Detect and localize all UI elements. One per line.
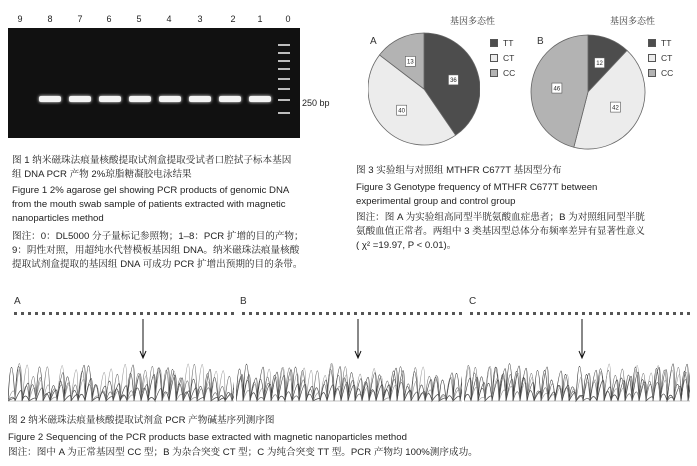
gel-lane-labels <box>0 0 300 28</box>
base-call-mark <box>284 312 287 315</box>
base-call-mark <box>582 312 585 315</box>
base-call-mark <box>305 312 308 315</box>
base-call-mark <box>175 312 178 315</box>
note-line: 9：阴性对照，用超纯水代替模板基因组 DNA。纳米磁珠法痕量核酸 <box>12 245 300 256</box>
legend-item-tt <box>648 37 690 48</box>
base-call-mark <box>77 312 80 315</box>
figure-1-caption-en <box>12 184 289 226</box>
note-line: 图注：图 A 为实验组高同型半胱氨酸血症患者；B 为对照组同型半胱 <box>356 212 645 223</box>
legend-item-cc <box>648 67 690 78</box>
base-call-mark <box>291 312 294 315</box>
base-call-mark <box>333 312 336 315</box>
ladder-band <box>278 112 290 114</box>
base-call-mark <box>242 312 245 315</box>
seq-panel-letter-c: C <box>469 296 477 307</box>
base-call-mark <box>161 312 164 315</box>
mutation-arrow-icon <box>355 319 361 358</box>
base-call-mark <box>589 312 592 315</box>
ladder-band <box>278 68 290 70</box>
pie-value-label: 46 <box>553 86 561 93</box>
base-call-mark <box>312 312 315 315</box>
legend-swatch <box>648 54 656 62</box>
base-call-mark <box>63 312 66 315</box>
caption-line: 图 1 纳米磁珠法痕量核酸提取试剂盒提取受试者口腔拭子标本基因 <box>12 155 292 166</box>
base-call-mark <box>547 312 550 315</box>
caption-line: experimental group and control group <box>356 196 516 207</box>
caption-line: Figure 3 Genotype frequency of MTHFR C677T between <box>356 182 598 193</box>
base-call-mark <box>105 312 108 315</box>
pie-value-label: 40 <box>398 108 405 115</box>
base-call-mark <box>203 312 206 315</box>
lane-label-2: 2 <box>230 14 236 24</box>
base-call-mark <box>298 312 301 315</box>
pie-value-label: 13 <box>407 59 414 66</box>
base-call-mark <box>49 312 52 315</box>
base-call-mark <box>14 312 17 315</box>
ladder-band <box>278 99 290 101</box>
pie-value-label: 42 <box>612 105 619 112</box>
mutation-arrow-icon <box>579 319 585 358</box>
base-call-mark <box>477 312 480 315</box>
legend-swatch <box>648 39 656 47</box>
legend-label: CC <box>503 67 516 78</box>
note-line: 图注：0：DL5000 分子量标记参照物；1–8：PCR 扩增的目的产物； <box>12 231 304 242</box>
pie-legend-b <box>610 14 690 78</box>
base-call-mark <box>147 312 150 315</box>
note-line: ( χ² =19.97, P < 0.01)。 <box>356 240 457 251</box>
base-call-mark <box>645 312 648 315</box>
chromatogram-c <box>464 305 690 409</box>
legend-label: CC <box>661 67 674 78</box>
agarose-gel-image <box>8 28 300 138</box>
base-call-mark <box>631 312 634 315</box>
gel-band-lane-1 <box>249 96 271 102</box>
base-call-mark <box>687 312 690 315</box>
base-call-mark <box>505 312 508 315</box>
base-call-mark <box>326 312 329 315</box>
base-call-mark <box>168 312 171 315</box>
legend-title: 基因多态性 <box>450 16 496 26</box>
caption-line: from the mouth swab sample of patients extracted with magnetic <box>12 199 286 210</box>
pie-value-label: 12 <box>596 61 603 68</box>
base-call-mark <box>554 312 557 315</box>
base-call-mark <box>361 312 364 315</box>
base-call-mark <box>256 312 259 315</box>
base-call-mark <box>445 312 448 315</box>
ladder-band <box>278 44 290 46</box>
lane-label-4: 4 <box>166 14 172 24</box>
base-call-mark <box>498 312 501 315</box>
legend-label: TT <box>503 37 514 48</box>
base-call-mark <box>431 312 434 315</box>
figure-1-note <box>12 230 304 272</box>
base-call-mark <box>403 312 406 315</box>
legend-item-cc <box>490 67 520 78</box>
base-call-mark <box>575 312 578 315</box>
base-call-mark <box>459 312 462 315</box>
base-call-mark <box>119 312 122 315</box>
pie-panel-letter-b: B <box>537 36 544 47</box>
caption-line: Figure 1 2% agarose gel showing PCR products of genomic DNA <box>12 185 290 196</box>
base-call-mark <box>224 312 227 315</box>
legend-item-ct <box>648 52 690 63</box>
lane-label-0: 0 <box>285 14 291 24</box>
base-call-mark <box>470 312 473 315</box>
base-call-mark <box>70 312 73 315</box>
chromatogram-trace <box>8 364 234 401</box>
lane-label-7: 7 <box>77 14 83 24</box>
base-call-mark <box>533 312 536 315</box>
gel-band-lane-4 <box>159 96 181 102</box>
base-call-mark <box>652 312 655 315</box>
note-line: 提取试剂盒提取的基因组 DNA 可成功 PCR 扩增出预期的目的条带。 <box>12 259 303 270</box>
base-call-mark <box>126 312 129 315</box>
lane-label-9: 9 <box>17 14 23 24</box>
pie-legend-a <box>450 14 520 78</box>
base-call-mark <box>452 312 455 315</box>
base-call-mark <box>182 312 185 315</box>
base-call-mark <box>35 312 38 315</box>
legend-swatch <box>490 69 498 77</box>
chromatogram-trace <box>236 364 462 401</box>
base-call-mark <box>375 312 378 315</box>
seq-panel-letter-b: B <box>240 296 247 307</box>
base-call-mark <box>347 312 350 315</box>
figure-3-note <box>356 211 645 253</box>
base-call-mark <box>396 312 399 315</box>
legend-title: 基因多态性 <box>610 16 656 26</box>
lane-label-5: 5 <box>136 14 142 24</box>
base-call-mark <box>217 312 220 315</box>
base-call-mark <box>673 312 676 315</box>
base-call-mark <box>680 312 683 315</box>
base-call-mark <box>140 312 143 315</box>
pie-panel-letter-a: A <box>370 36 377 47</box>
gel-band-lane-2 <box>219 96 241 102</box>
legend-swatch <box>648 69 656 77</box>
base-call-mark <box>277 312 280 315</box>
lane-label-3: 3 <box>197 14 203 24</box>
base-call-mark <box>617 312 620 315</box>
base-call-mark <box>112 312 115 315</box>
lane-label-6: 6 <box>106 14 112 24</box>
ladder-band <box>278 52 290 54</box>
base-call-mark <box>263 312 266 315</box>
base-call-mark <box>210 312 213 315</box>
base-call-mark <box>354 312 357 315</box>
gel-band-lane-5 <box>129 96 151 102</box>
base-call-mark <box>417 312 420 315</box>
legend-label: TT <box>661 37 672 48</box>
chromatogram-b <box>236 305 462 409</box>
base-call-mark <box>382 312 385 315</box>
base-call-mark <box>91 312 94 315</box>
base-call-mark <box>196 312 199 315</box>
chromatogram-a <box>8 305 234 409</box>
ladder-band <box>278 60 290 62</box>
gel-band-lane-7 <box>69 96 91 102</box>
base-call-mark <box>340 312 343 315</box>
base-call-mark <box>42 312 45 315</box>
ladder-band <box>278 88 290 90</box>
base-call-mark <box>484 312 487 315</box>
base-call-mark <box>638 312 641 315</box>
base-call-mark <box>231 312 234 315</box>
base-call-mark <box>270 312 273 315</box>
gel-band-lane-3 <box>189 96 211 102</box>
base-call-mark <box>596 312 599 315</box>
base-call-mark <box>561 312 564 315</box>
figure-2-caption-en: Figure 2 Sequencing of the PCR products base extracted with magnetic nanoparticles method <box>8 432 407 443</box>
figure-2-note: 图注：图中 A 为正常基因型 CC 型；B 为杂合突变 CT 型；C 为纯合突变 TT 型。PCR 产物均 100%测序成功。 <box>8 447 478 458</box>
caption-line: nanoparticles method <box>12 213 104 224</box>
base-call-mark <box>438 312 441 315</box>
gel-band-lane-8 <box>39 96 61 102</box>
figure-3-caption-cn: 图 3 实验组与对照组 MTHFR C677T 基因型分布 <box>356 165 562 176</box>
note-line: 氨酸血值正常者。两组中 3 类基因型总体分布频率差异有显著性意义 <box>356 226 645 237</box>
base-call-mark <box>189 312 192 315</box>
legend-swatch <box>490 39 498 47</box>
gel-band-lane-6 <box>99 96 121 102</box>
base-call-mark <box>28 312 31 315</box>
base-call-mark <box>568 312 571 315</box>
legend-label: CT <box>503 52 515 63</box>
legend-label: CT <box>661 52 673 63</box>
legend-item-tt <box>490 37 520 48</box>
base-call-mark <box>624 312 627 315</box>
base-call-mark <box>512 312 515 315</box>
base-call-mark <box>154 312 157 315</box>
base-call-mark <box>56 312 59 315</box>
legend-item-ct <box>490 52 520 63</box>
base-call-mark <box>84 312 87 315</box>
base-call-mark <box>666 312 669 315</box>
base-call-mark <box>319 312 322 315</box>
caption-line: 组 DNA PCR 产物 2%琼脂糖凝胶电泳结果 <box>12 169 192 180</box>
base-call-mark <box>610 312 613 315</box>
pie-value-label: 36 <box>450 78 457 85</box>
ladder-band <box>278 78 290 80</box>
base-call-mark <box>98 312 101 315</box>
base-call-mark <box>526 312 529 315</box>
figure-1-caption-cn <box>12 154 291 182</box>
base-call-mark <box>133 312 136 315</box>
seq-panel-letter-a: A <box>14 296 21 307</box>
mutation-arrow-icon <box>140 319 146 358</box>
base-call-mark <box>410 312 413 315</box>
base-call-mark <box>368 312 371 315</box>
base-call-mark <box>491 312 494 315</box>
legend-swatch <box>490 54 498 62</box>
base-call-mark <box>519 312 522 315</box>
base-call-mark <box>540 312 543 315</box>
base-call-mark <box>603 312 606 315</box>
base-call-mark <box>659 312 662 315</box>
figure-3-caption-en <box>356 181 597 209</box>
base-call-mark <box>424 312 427 315</box>
lane-label-8: 8 <box>47 14 53 24</box>
base-call-mark <box>389 312 392 315</box>
figure-2-caption-cn: 图 2 纳米磁珠法痕量核酸提取试剂盒 PCR 产物碱基序列测序图 <box>8 415 275 426</box>
base-call-mark <box>249 312 252 315</box>
lane-label-1: 1 <box>257 14 263 24</box>
bp-size-label: 250 bp <box>302 98 330 108</box>
base-call-mark <box>21 312 24 315</box>
